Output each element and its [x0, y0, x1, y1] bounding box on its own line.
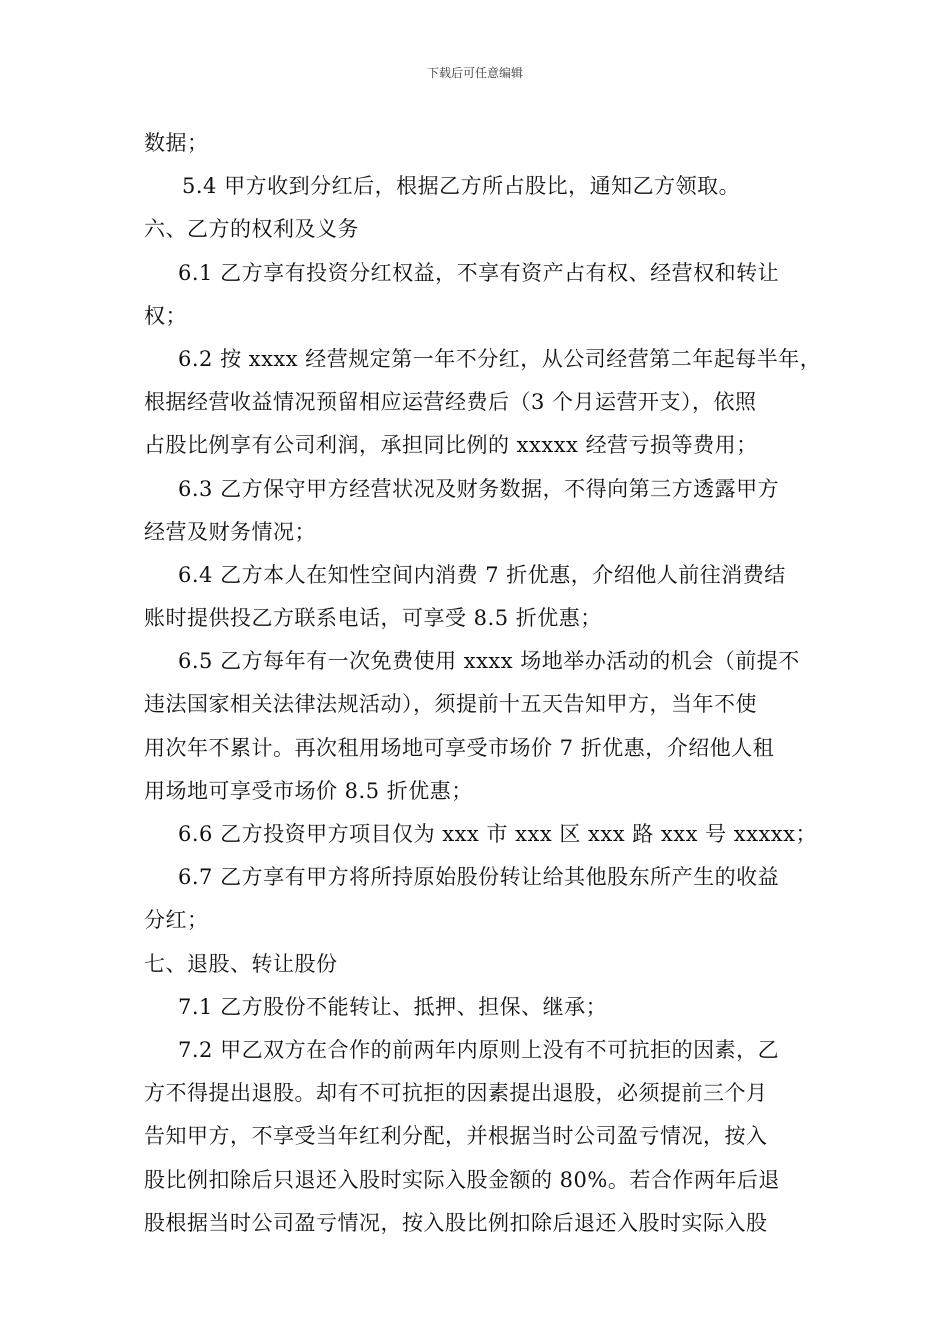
text-line: 权；	[144, 303, 187, 328]
text-line: 六、乙方的权利及义务	[144, 217, 359, 242]
text-line: 方不得提出退股。却有不可抗拒的因素提出退股，必须提前三个月	[144, 1081, 768, 1106]
text-line: 5.4 甲方收到分红后，根据乙方所占股比，通知乙方领取。	[182, 174, 741, 199]
text-line: 数据；	[144, 131, 209, 155]
text-line: 用场地可享受市场价 8.5 折优惠；	[144, 778, 473, 803]
text-line: 用次年不累计。再次租用场地可享受市场价 7 折优惠，介绍他人租	[144, 735, 775, 760]
text-line: 占股比例享有公司利润，承担同比例的 xxxxx 经营亏损等费用；	[144, 433, 758, 458]
document-body	[144, 122, 824, 1245]
text-line: 根据经营收益情况预留相应运营经费后（3 个月运营开支），依照	[144, 390, 757, 415]
text-line: 账时提供投乙方联系电话，可享受 8.5 折优惠；	[144, 606, 602, 631]
text-line: 6.3 乙方保守甲方经营状况及财务数据，不得向第三方透露甲方	[178, 476, 780, 501]
text-line: 股根据当时公司盈亏情况，按入股比例扣除后退还入股时实际入股	[144, 1210, 768, 1235]
text-line: 6.6 乙方投资甲方项目仅为 xxx 市 xxx 区 xxx 路 xxx 号 xxxxx；	[178, 822, 817, 846]
text-line: 七、退股、转让股份	[144, 951, 338, 976]
text-line: 7.1 乙方股份不能转让、抵押、担保、继承；	[178, 994, 608, 1019]
text-line: 经营及财务情况；	[144, 519, 316, 544]
text-line: 股比例扣除后只退还入股时实际入股金额的 80%。若合作两年后退	[144, 1167, 780, 1192]
text-line: 告知甲方，不享受当年红利分配，并根据当时公司盈亏情况，按入	[144, 1124, 768, 1149]
text-line: 6.1 乙方享有投资分红权益，不享有资产占有权、经营权和转让	[178, 260, 780, 285]
text-line: 6.2 按 xxxx 经营规定第一年不分红，从公司经营第二年起每半年，	[178, 346, 822, 371]
text-line: 6.4 乙方本人在知性空间内消费 7 折优惠，介绍他人前往消费结	[178, 562, 786, 587]
text-line: 违法国家相关法律法规活动），须提前十五天告知甲方，当年不使	[144, 692, 757, 717]
page-header-note: 下载后可任意编辑	[426, 66, 523, 80]
text-line: 6.5 乙方每年有一次免费使用 xxxx 场地举办活动的机会（前提不	[178, 649, 800, 674]
text-line: 6.7 乙方享有甲方将所持原始股份转让给其他股东所产生的收益	[178, 865, 780, 890]
text-line: 7.2 甲乙双方在合作的前两年内原则上没有不可抗拒的因素，乙	[178, 1037, 780, 1062]
text-line: 分红；	[144, 908, 209, 933]
